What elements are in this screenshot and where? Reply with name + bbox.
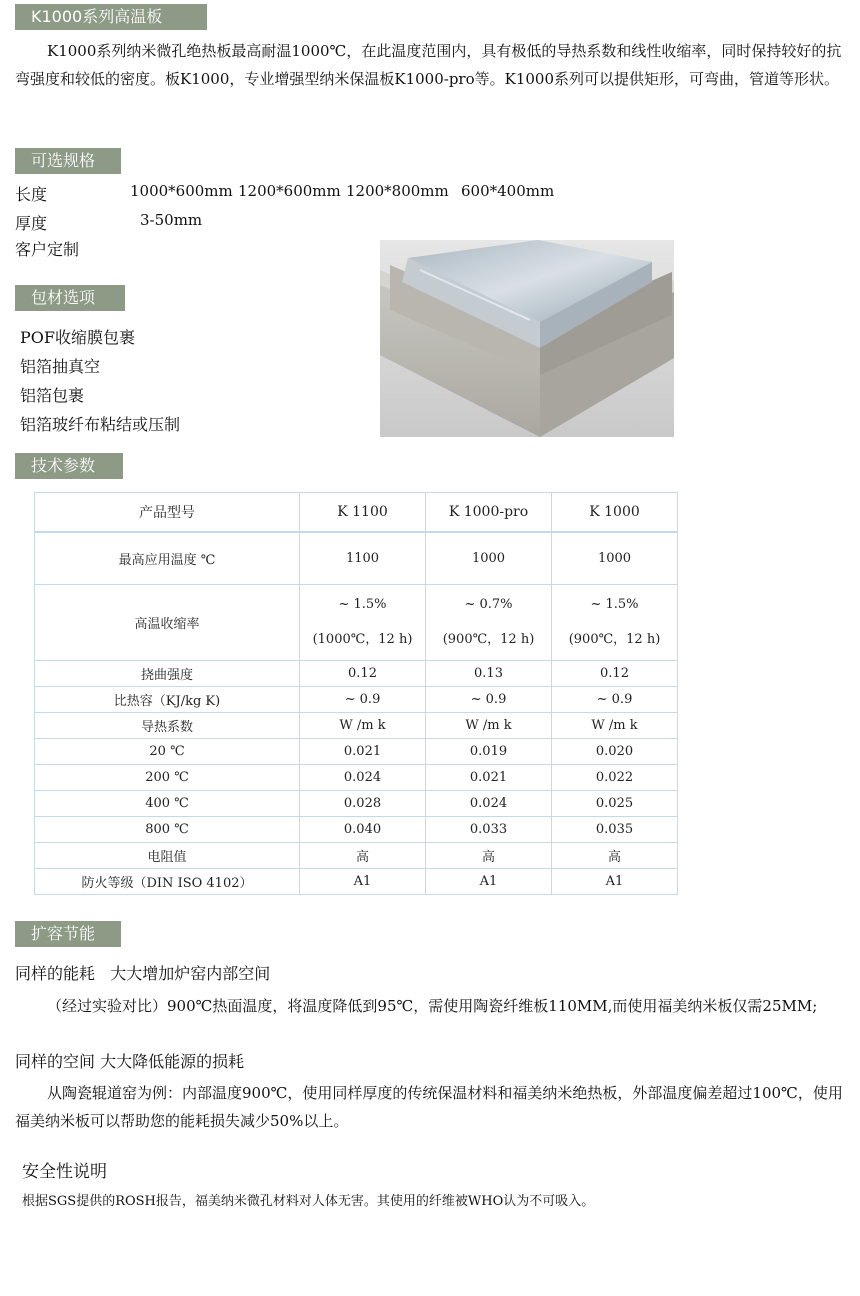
header-cell: K 1100 [300, 493, 426, 533]
table-cell: ~ 0.9 [426, 686, 552, 712]
row-label: 比热容（KJ/kg K) [35, 686, 300, 712]
table-row [35, 686, 678, 712]
section-title-packaging: 包材选项 [15, 285, 125, 311]
row-label: 高温收缩率 [35, 584, 300, 660]
table-header-row [35, 493, 678, 533]
table-row [35, 738, 678, 764]
product-photo [380, 240, 674, 437]
header-cell: K 1000-pro [426, 493, 552, 533]
header-cell: K 1000 [552, 493, 678, 533]
header-cell: 产品型号 [35, 493, 300, 533]
table-row [35, 712, 678, 738]
table-cell: 0.021 [300, 738, 426, 764]
table-row [35, 816, 678, 842]
row-label: 最高应用温度 ℃ [35, 532, 300, 584]
table-cell: 0.022 [552, 764, 678, 790]
row-label: 20 ℃ [35, 738, 300, 764]
table-row [35, 764, 678, 790]
shrink-condition: (900℃，12 h) [568, 632, 661, 647]
table-cell: ~ 0.9 [552, 686, 678, 712]
shrink-value: ~ 0.7% [464, 597, 513, 612]
table-row [35, 790, 678, 816]
thickness-row [15, 211, 315, 233]
table-cell: 0.020 [552, 738, 678, 764]
table-row [35, 584, 678, 660]
thickness-value: 3-50mm [140, 211, 203, 229]
section-title-energy: 扩容节能 [15, 921, 121, 947]
table-cell: 高 [552, 842, 678, 868]
row-label: 800 ℃ [35, 816, 300, 842]
length-label: 长度 [15, 185, 48, 204]
table-cell: 0.12 [552, 660, 678, 686]
table-cell: 0.024 [426, 790, 552, 816]
energy-heading-2: 同样的空间 大大降低能源的损耗 [15, 1052, 245, 1071]
row-label: 导热系数 [35, 712, 300, 738]
table-cell: 0.021 [426, 764, 552, 790]
section-title-tech-params: 技术参数 [15, 453, 123, 479]
table-cell: 0.019 [426, 738, 552, 764]
energy-paragraph-2: 从陶瓷辊道窑为例：内部温度900℃，使用同样厚度的传统保温材料和福美纳米绝热板，外部温度偏差超过100℃，使用福美纳米板可以帮助您的能耗损失减少50%以上。 [15, 1084, 843, 1130]
section-title-specs: 可选规格 [15, 148, 121, 174]
shrink-condition: (1000℃，12 h) [312, 632, 413, 647]
table-cell: 0.13 [426, 660, 552, 686]
table-cell: A1 [426, 868, 552, 894]
table-cell: 0.033 [426, 816, 552, 842]
table-row [35, 868, 678, 894]
table-cell: 高 [426, 842, 552, 868]
safety-title: 安全性说明 [22, 1162, 107, 1182]
row-label: 防火等级（DIN ISO 4102） [35, 868, 300, 894]
insulation-board-image [380, 240, 674, 437]
table-row [35, 842, 678, 868]
safety-description: 根据SGS提供的ROSH报告，福美纳米微孔材料对人体无害。其使用的纤维被WHO认为不可吸入。 [22, 1194, 595, 1209]
packaging-item: 铝箔包裹 [20, 386, 85, 405]
table-cell: 1000 [552, 532, 678, 584]
table-cell: 高 [300, 842, 426, 868]
table-cell: W /m k [300, 712, 426, 738]
table-cell: 1000 [426, 532, 552, 584]
custom-size-note: 客户定制 [15, 240, 80, 259]
table-cell: 0.12 [300, 660, 426, 686]
shrink-value: ~ 1.5% [590, 597, 639, 612]
table-cell: 1100 [300, 532, 426, 584]
section-title-k1000: K1000系列高温板 [15, 4, 207, 30]
length-option: 1200*600mm [238, 182, 341, 200]
table-cell [426, 584, 552, 660]
table-cell: 0.028 [300, 790, 426, 816]
table-row [35, 660, 678, 686]
row-label: 400 ℃ [35, 790, 300, 816]
length-option: 600*400mm [461, 182, 555, 200]
table-cell: 0.035 [552, 816, 678, 842]
table-cell: 0.025 [552, 790, 678, 816]
table-cell: 0.024 [300, 764, 426, 790]
k1000-description: K1000系列纳米微孔绝热板最高耐温1000℃，在此温度范围内，具有极低的导热系数和线性收缩率，同时保持较好的抗弯强度和较低的密度。板K1000，专业增强型纳米保温板K1000-pro等。K1000系列可以提供矩形，可弯曲，管道等形状。 [15, 42, 842, 88]
tech-params-table [34, 492, 678, 895]
packaging-item: POF收缩膜包裹 [20, 328, 135, 347]
table-cell: 0.040 [300, 816, 426, 842]
row-label: 电阻值 [35, 842, 300, 868]
shrink-value: ~ 1.5% [338, 597, 387, 612]
packaging-item: 铝箔玻纤布粘结或压制 [20, 415, 181, 434]
table-cell: W /m k [426, 712, 552, 738]
thickness-label: 厚度 [15, 214, 48, 233]
energy-heading-1: 同样的能耗 大大增加炉窑内部空间 [15, 964, 271, 983]
row-label: 挠曲强度 [35, 660, 300, 686]
packaging-item: 铝箔抽真空 [20, 357, 101, 376]
table-cell: W /m k [552, 712, 678, 738]
table-cell [300, 584, 426, 660]
length-option: 1200*800mm [346, 182, 449, 200]
energy-paragraph-1: （经过实验对比）900℃热面温度，将温度降低到95℃，需使用陶瓷纤维板110MM,而使用福美纳米板仅需25MM; [47, 997, 818, 1015]
table-row [35, 532, 678, 584]
table-cell: A1 [300, 868, 426, 894]
table-cell: A1 [552, 868, 678, 894]
table-cell: ~ 0.9 [300, 686, 426, 712]
table-cell [552, 584, 678, 660]
length-row [15, 182, 615, 204]
shrink-condition: (900℃，12 h) [442, 632, 535, 647]
length-option: 1000*600mm [130, 182, 233, 200]
row-label: 200 ℃ [35, 764, 300, 790]
